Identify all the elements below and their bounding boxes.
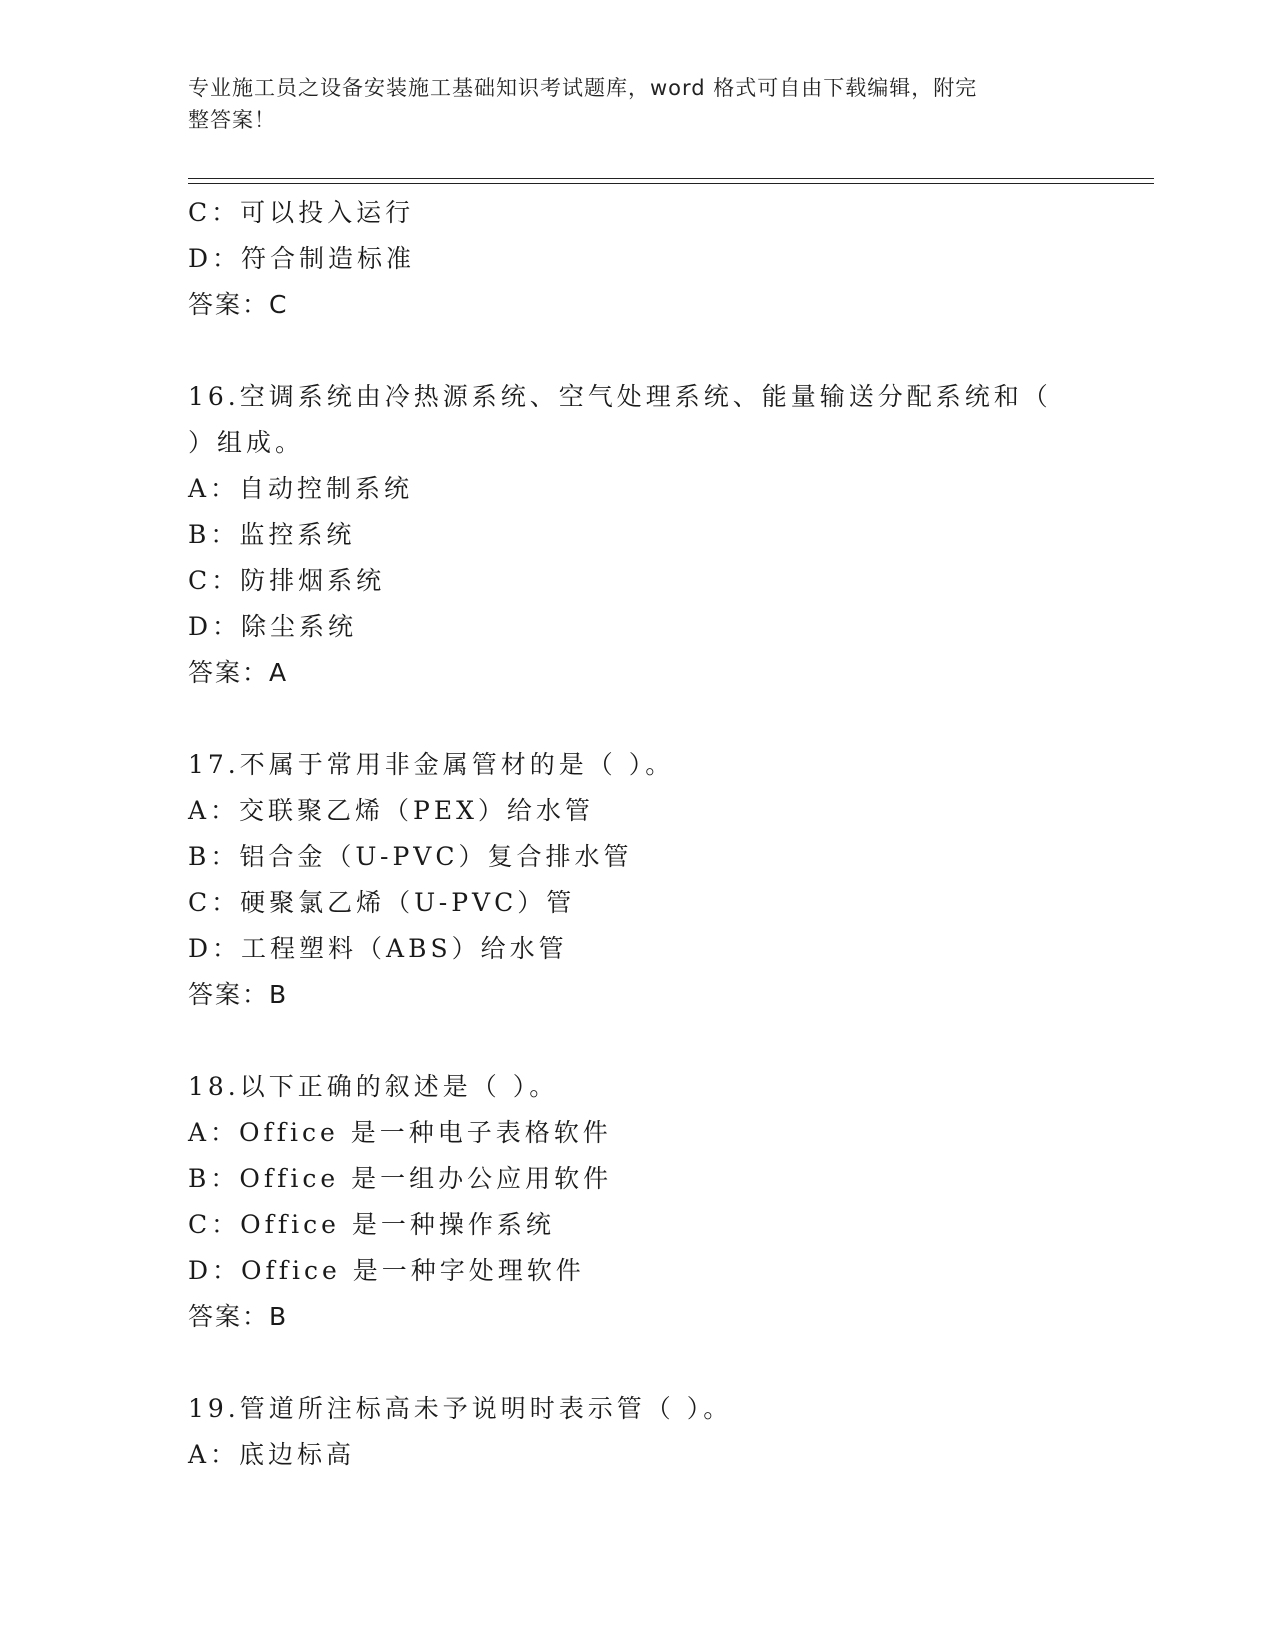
spacer [188, 1340, 1088, 1386]
document-header [188, 72, 1068, 136]
option-c: C：可以投入运行 [188, 198, 415, 227]
option-d: D：符合制造标准 [188, 244, 416, 273]
spacer [188, 696, 1088, 742]
question-16-option-b: B：监控系统 [188, 520, 356, 549]
question-17-answer: 答案：B [188, 980, 289, 1009]
question-18-answer: 答案：B [188, 1302, 289, 1331]
question-18-stem: 18.以下正确的叙述是（ ）。 [188, 1072, 559, 1101]
question-17-option-a: A：交联聚乙烯（PEX）给水管 [188, 796, 594, 825]
document-body [188, 190, 1088, 1478]
question-16-stem: 16.空调系统由冷热源系统、空气处理系统、能量输送分配系统和（ [188, 382, 1052, 411]
question-16-option-d: D：除尘系统 [188, 612, 358, 641]
question-17-option-d: D：工程塑料（ABS）给水管 [188, 934, 568, 963]
question-16-stem-cont: ）组成。 [188, 428, 305, 457]
header-line-1: 专业施工员之设备安装施工基础知识考试题库，word 格式可自由下载编辑，附完 [188, 76, 978, 100]
question-19-option-a: A：底边标高 [188, 1440, 356, 1469]
answer-line: 答案：C [188, 290, 289, 319]
question-17-stem: 17.不属于常用非金属管材的是（ ）。 [188, 750, 675, 779]
spacer [188, 1018, 1088, 1064]
question-16-option-c: C：防排烟系统 [188, 566, 386, 595]
header-divider-bottom [188, 183, 1154, 184]
question-19-stem: 19.管道所注标高未予说明时表示管（ ）。 [188, 1394, 733, 1423]
question-17-option-b: B：铝合金（U-PVC）复合排水管 [188, 842, 633, 871]
header-divider-top [188, 178, 1154, 179]
question-18-option-b: B：Office 是一组办公应用软件 [188, 1164, 613, 1193]
question-18-option-a: A：Office 是一种电子表格软件 [188, 1118, 612, 1147]
question-16-answer: 答案：A [188, 658, 289, 687]
question-17-option-c: C：硬聚氯乙烯（U-PVC）管 [188, 888, 576, 917]
question-16-option-a: A：自动控制系统 [188, 474, 414, 503]
question-18-option-d: D：Office 是一种字处理软件 [188, 1256, 585, 1285]
header-line-2: 整答案！ [188, 108, 276, 132]
question-18-option-c: C：Office 是一种操作系统 [188, 1210, 555, 1239]
spacer [188, 328, 1088, 374]
